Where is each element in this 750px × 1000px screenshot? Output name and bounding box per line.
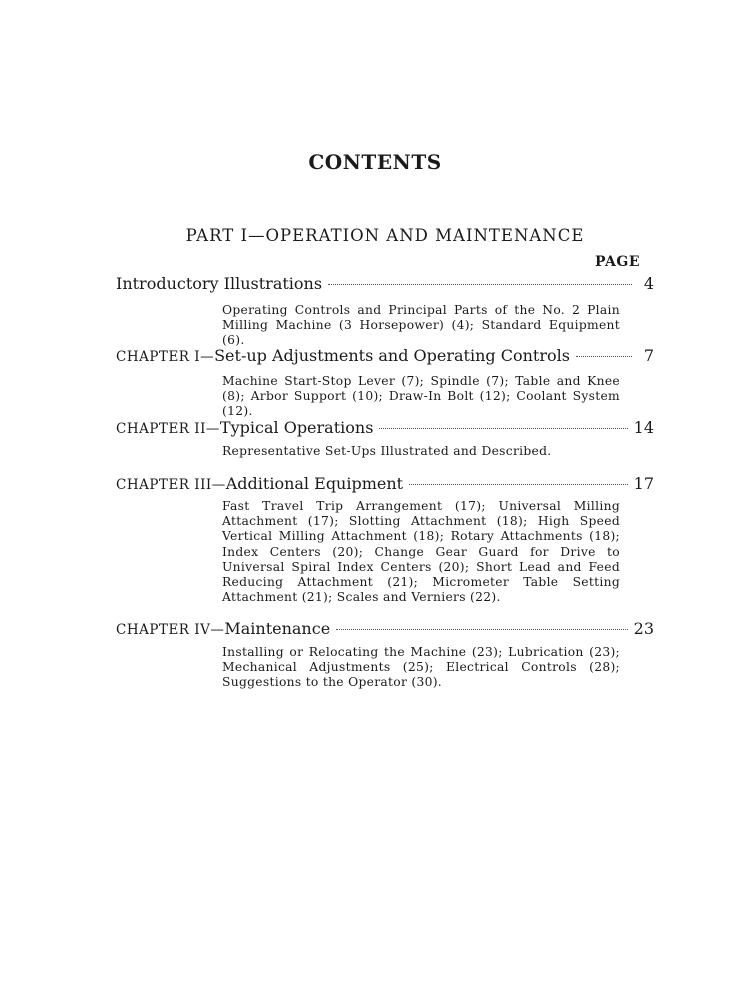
toc-entry-description: Representative Set-Ups Illustrated and Described. xyxy=(222,444,552,458)
chapter-label: CHAPTER IV— xyxy=(116,622,225,638)
toc-entry-chapter-4[interactable] xyxy=(116,619,654,638)
toc-entry-title: Additional Equipment xyxy=(225,474,404,493)
chapter-label: CHAPTER II— xyxy=(116,421,220,437)
toc-page-number: 7 xyxy=(643,346,654,365)
toc-entry-title: Typical Operations xyxy=(219,418,374,437)
leader-dots xyxy=(328,284,632,285)
toc-page-number: 14 xyxy=(633,418,654,437)
toc-entry-description: Fast Travel Trip Arrangement (17); Universal Milling Attachment (17); Slotting Attachment (18); High Speed Vertical Milling Attachment (18); Rotary Attachments (18); Index Centers (20); Change Gear Guard for Drive to Universal Spiral Index Centers (20); Short Lead and Feed Reducing Attachment (21); Micrometer Table Setting Attachment (21); Scales and Verniers (22). xyxy=(222,499,620,605)
toc-entry-title: Set-up Adjustments and Operating Controls xyxy=(214,346,570,365)
contents-heading: CONTENTS xyxy=(308,150,442,174)
chapter-label: CHAPTER III— xyxy=(116,477,226,493)
part-title: PART I—OPERATION AND MAINTENANCE xyxy=(185,226,585,245)
toc-entry-description: Operating Controls and Principal Parts of the No. 2 Plain Milling Machine (3 Horsepower) (4); Standard Equipment (6). xyxy=(222,303,620,348)
chapter-label: CHAPTER I— xyxy=(116,349,215,365)
leader-dots xyxy=(336,629,627,630)
toc-entry-chapter-1[interactable] xyxy=(116,346,654,365)
toc-entry-title: Introductory Illustrations xyxy=(116,274,323,293)
toc-page-number: 23 xyxy=(633,619,654,638)
page-column-header: PAGE xyxy=(595,254,640,270)
toc-entry-description: Machine Start-Stop Lever (7); Spindle (7); Table and Knee (8); Arbor Support (10); Draw-In Bolt (12); Coolant System (12). xyxy=(222,374,620,419)
toc-page-number: 17 xyxy=(633,474,654,493)
leader-dots xyxy=(576,356,632,357)
toc-entry-chapter-3[interactable] xyxy=(116,474,654,493)
leader-dots xyxy=(379,428,627,429)
leader-dots xyxy=(409,484,628,485)
toc-entry-title: Maintenance xyxy=(224,619,331,638)
toc-entry-chapter-2[interactable] xyxy=(116,418,654,437)
toc-entry-description: Installing or Relocating the Machine (23); Lubrication (23); Mechanical Adjustments (25); Electrical Controls (28); Suggestions to the Operator (30). xyxy=(222,645,620,690)
toc-entry-introductory[interactable] xyxy=(116,274,654,293)
toc-page-number: 4 xyxy=(643,274,654,293)
